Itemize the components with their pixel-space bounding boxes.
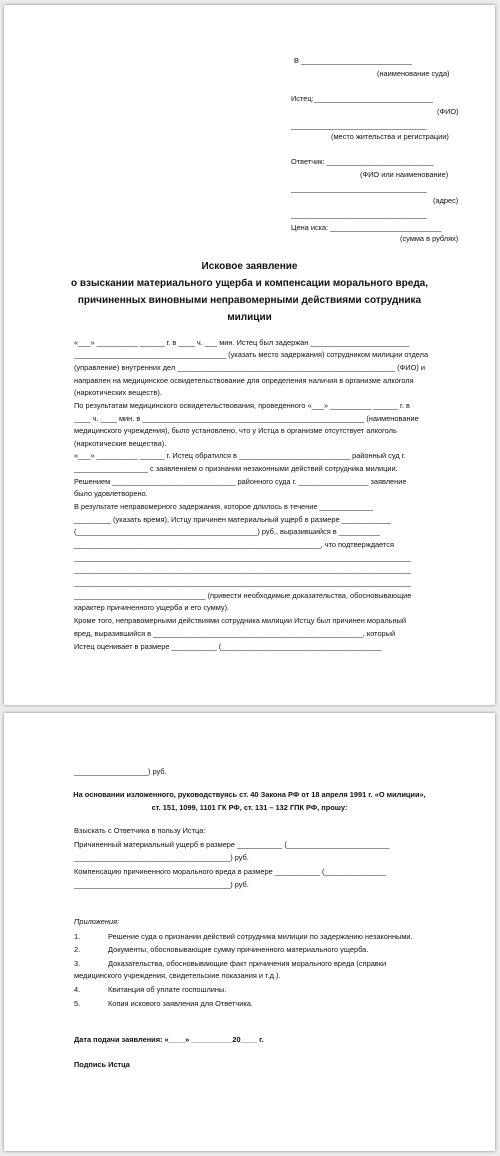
attachment-num: 2. bbox=[74, 945, 81, 954]
body-line: ________________________________ (привести необходимые доказательства, обосновывающие bbox=[74, 591, 412, 600]
body-line: В результате неправомерного задержания, которое длилось в течение _____________ bbox=[74, 502, 373, 511]
attachment-num: 5. bbox=[74, 999, 81, 1008]
basis-line: На основании изложенного, руководствуясь ст. 40 Закона РФ от 18 апреля 1991 г. «О милиции», bbox=[73, 790, 426, 799]
body-line: __________________________________________________________________________________ bbox=[74, 565, 412, 574]
plaintiff-line: Истец:_____________________________ bbox=[291, 94, 433, 103]
title-line-2: о взыскании материального ущерба и компенсации морального вреда, bbox=[70, 278, 429, 289]
attachment-text: Квитанция об уплате госпошлины. bbox=[108, 985, 227, 994]
plaintiff-blank: _________________________________ bbox=[291, 121, 427, 130]
attachment-text: Копия искового заявления для Ответчика. bbox=[108, 999, 253, 1008]
body-line: __________________ с заявлением о признании незаконными действий сотрудника милиции. bbox=[74, 464, 398, 473]
body-line: По результатам медицинского освидетельствования, проведенного «___» __________ ______ г. в bbox=[74, 401, 410, 410]
body-line: медицинского учреждения), было установлено, что у Истца в организме отсутствует алкоголь bbox=[74, 426, 397, 435]
document-page-2 bbox=[4, 713, 495, 1151]
attachment-text: Решение суда о признании действий сотрудника милиции по задержанию незаконными. bbox=[108, 932, 413, 941]
defendant-address-hint: (адрес) bbox=[433, 196, 459, 205]
body-line: (наркотических веществ). bbox=[74, 388, 162, 397]
rub-line: __________________) руб. bbox=[74, 767, 167, 776]
defendant-line: Ответчик: __________________________ bbox=[291, 157, 434, 166]
plaintiff-address-hint: (место жительства и регистрации) bbox=[331, 132, 449, 141]
plaintiff-signature: Подпись Истца bbox=[74, 1060, 130, 1069]
body-line: (наркотические вещества). bbox=[74, 439, 167, 448]
demand-line: Взыскать с Ответчика в пользу Истца: bbox=[74, 826, 206, 835]
body-line: Кроме того, неправомерными действиями сотрудника милиции Истцу был причинен моральный bbox=[74, 616, 407, 625]
blank-line: _________________________________ bbox=[291, 210, 427, 219]
body-line: __________________________________________________________________________________ bbox=[74, 578, 412, 587]
body-line: (____________________________________________) руб., выразившийся в __________ bbox=[74, 527, 380, 536]
title-line-3: причиненных виновными неправомерными действиями сотрудника bbox=[77, 295, 422, 306]
body-line: ____ ч. ____ мин. в ______________________________________________________ (наименование bbox=[74, 414, 419, 423]
body-line: _________ (указать время), Истцу причинен материальный ущерб в размере ____________ bbox=[74, 515, 391, 524]
attachments-title: Приложения: bbox=[74, 917, 120, 926]
title-line-4: милиции bbox=[227, 312, 272, 323]
plaintiff-hint: (ФИО) bbox=[437, 107, 459, 116]
body-line: вред, выразившийся в ___________________________________________________, который bbox=[74, 629, 396, 638]
body-line: направлен на медицинское освидетельствование для определения наличия в организме алкоголя bbox=[74, 376, 414, 385]
body-line: «___» __________ ______ г. в ____ ч. ___ мин. Истец был задержан ________________________ bbox=[74, 338, 410, 347]
attachment-num: 1. bbox=[74, 932, 81, 941]
attachment-num: 3. bbox=[74, 959, 81, 968]
body-line: «___» __________ ______ г. Истец обратился в ___________________________ районный суд г. bbox=[74, 451, 406, 460]
body-line: __________________________________________________________________________________ bbox=[74, 553, 412, 562]
body-line: _____________________________________ (указать место задержания) сотрудником милиции отдела bbox=[74, 350, 429, 359]
basis-line: ст. 151, 1099, 1101 ГК РФ, ст. 131 – 132 ГПК РФ, прошу: bbox=[151, 803, 348, 812]
demand-line: Компенсацию причиненного морального вреда в размере ___________ (_______________ bbox=[74, 867, 387, 876]
body-line: было удовлетворено. bbox=[74, 489, 148, 498]
body-line: Истец оценивает в размере ___________ (_______________________________________ bbox=[74, 642, 382, 651]
court-line: В ___________________________ bbox=[294, 56, 412, 65]
attachment-text: Доказательства, обосновывающие факт причинения морального вреда (справки bbox=[108, 959, 387, 968]
attachment-text-continued: медицинского учреждения, свидетельские показания и т.д.). bbox=[74, 971, 281, 980]
document-title: Исковое заявление bbox=[201, 261, 298, 272]
attachment-text: Документы, обосновывающие сумму причиненного материального ущерба. bbox=[108, 945, 369, 954]
body-line: ____________________________________________________________, что подтверждается bbox=[74, 540, 394, 549]
attachment-num: 4. bbox=[74, 985, 81, 994]
filing-date-line: Дата подачи заявления: «____» __________20____ г. bbox=[74, 1035, 264, 1044]
body-line: Решением ______________________________ районного суда г. _________________ заявление bbox=[74, 477, 407, 486]
body-line: (управление) внутренних дел _____________________________________________________ (ФИО) и bbox=[74, 363, 425, 372]
document-page-1 bbox=[4, 5, 495, 705]
court-hint: (наименование суда) bbox=[377, 69, 450, 78]
defendant-hint: (ФИО или наименование) bbox=[360, 170, 449, 179]
claim-price-line: Цена иска: ___________________________ bbox=[291, 223, 442, 232]
demand-line: ______________________________________) руб. bbox=[74, 880, 249, 889]
claim-price-hint: (сумма в рублях) bbox=[400, 234, 459, 243]
demand-line: Причиненный материальный ущерб в размере ___________ (_________________________ bbox=[74, 840, 390, 849]
defendant-blank: _________________________________ bbox=[291, 184, 427, 193]
demand-line: ______________________________________) руб. bbox=[74, 853, 249, 862]
body-line: характер причиненного ущерба и его сумму). bbox=[74, 603, 230, 612]
